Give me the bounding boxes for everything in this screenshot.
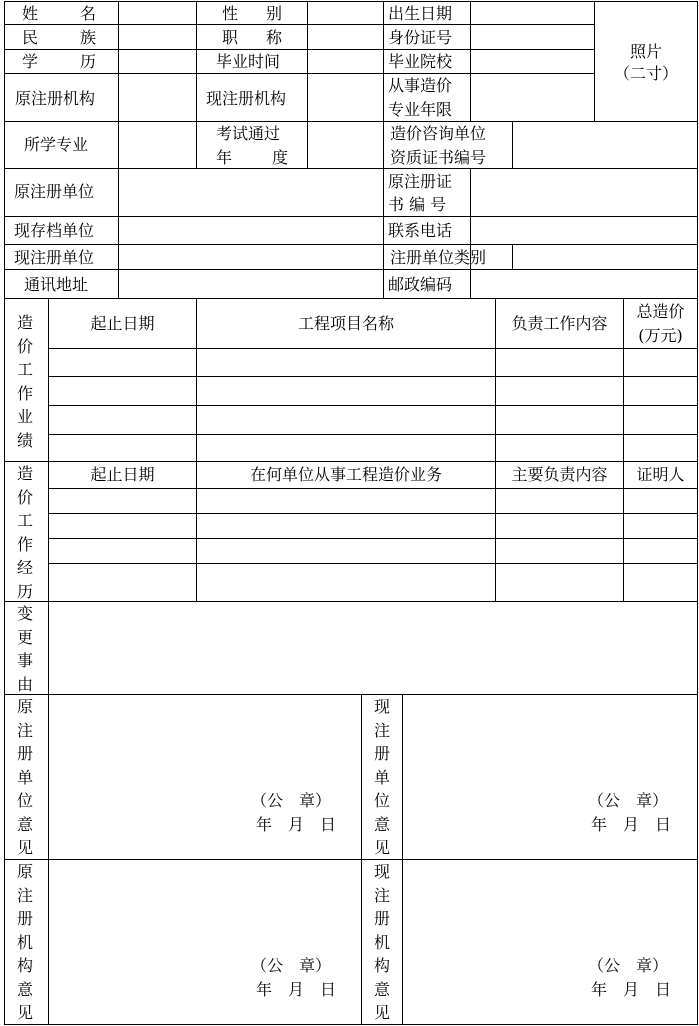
rule (402, 694, 403, 1024)
orig-org-date: 年 月 日 (256, 980, 337, 999)
rule (48, 298, 49, 694)
years-label-line1: 从事造价 (388, 76, 453, 95)
address-label: 通讯地址 (24, 275, 89, 294)
rule (4, 1, 5, 1025)
rule (4, 168, 698, 169)
id-number-label: 身份证号 (388, 28, 453, 47)
major-label: 所学专业 (24, 135, 89, 154)
rule (361, 694, 362, 1024)
cur-org-opinion-side-label: 现 注 册 机 构 意 见 (373, 862, 390, 1022)
performance-col-cost-line2: (万元) (638, 326, 683, 345)
ethnicity-label: 民 族 (22, 28, 96, 47)
rule (4, 49, 594, 50)
rule (512, 244, 513, 269)
education-label: 学 历 (22, 52, 96, 71)
birth-date-label: 出生日期 (388, 4, 453, 23)
performance-col-project: 工程项目名称 (297, 314, 394, 333)
change-reason-side-label: 变 更 事 由 (16, 604, 33, 694)
experience-side-label: 造 价 工 作 经 历 (16, 464, 33, 601)
performance-side-label: 造 价 工 作 业 绩 (16, 313, 33, 450)
rule (196, 1, 197, 168)
rule (307, 1, 308, 168)
rule (48, 513, 698, 514)
rule (48, 563, 698, 564)
rule (48, 348, 698, 349)
photo-label: 照片 (629, 42, 662, 61)
cur-org-seal: （公 章） (588, 956, 669, 975)
orig-unit-opinion-side-label: 原 注 册 单 位 意 见 (16, 697, 33, 857)
experience-col-unit: 在何单位从事工程造价业务 (249, 465, 442, 484)
rule (383, 1, 384, 298)
experience-col-witness: 证明人 (636, 465, 685, 484)
rule (4, 24, 594, 25)
cert-number-label-line2: 资质证书编号 (390, 148, 487, 167)
orig-org-seal: （公 章） (251, 956, 332, 975)
rule (48, 694, 49, 1024)
orig-unit-seal: （公 章） (251, 791, 332, 810)
cert-number-label-line1: 造价咨询单位 (390, 124, 487, 143)
rule (4, 121, 698, 122)
cur-org-date: 年 月 日 (591, 980, 672, 999)
rule (4, 298, 698, 299)
performance-col-duty: 负责工作内容 (511, 314, 608, 333)
cur-registration-org-label: 现注册机构 (206, 89, 287, 108)
cur-unit-opinion-side-label: 现 注 册 单 位 意 见 (373, 697, 390, 857)
orig-certificate-label-line2: 书 编 号 (388, 195, 447, 214)
photo-size: （二寸） (613, 64, 678, 83)
rule (4, 73, 594, 74)
cur-registration-unit-label: 现注册单位 (14, 248, 95, 267)
orig-registration-org-label: 原注册机构 (15, 89, 96, 108)
rule (4, 216, 698, 217)
rule (4, 269, 698, 270)
graduation-school-label: 毕业院校 (388, 52, 453, 71)
rule (48, 376, 698, 377)
orig-registration-unit-label: 原注册单位 (14, 182, 95, 201)
rule (196, 298, 197, 601)
rule (495, 298, 496, 601)
rule (4, 244, 698, 245)
name-label: 姓 名 (22, 4, 96, 23)
rule (4, 1024, 698, 1025)
orig-org-opinion-side-label: 原 注 册 机 构 意 见 (16, 862, 33, 1022)
orig-unit-date: 年 月 日 (256, 815, 337, 834)
rule (4, 461, 698, 462)
rule (118, 1, 119, 298)
rule (470, 1, 471, 121)
cur-unit-seal: （公 章） (588, 791, 669, 810)
orig-certificate-label-line1: 原注册证 (388, 172, 453, 191)
graduation-time-label: 毕业时间 (216, 52, 281, 71)
cur-unit-date: 年 月 日 (591, 815, 672, 834)
exam-year-label-line2: 年 度 (216, 148, 288, 167)
gender-label: 性 别 (222, 4, 282, 23)
postcode-label: 邮政编码 (388, 275, 453, 294)
phone-label: 联系电话 (388, 221, 453, 240)
rule (4, 601, 698, 602)
rule (594, 1, 595, 121)
job-title-label: 职 称 (222, 28, 282, 47)
rule (697, 1, 698, 1025)
rule (4, 694, 698, 695)
rule (48, 434, 698, 435)
experience-col-duty: 主要负责内容 (511, 465, 608, 484)
rule (512, 121, 513, 168)
performance-col-period: 起止日期 (90, 314, 155, 333)
performance-col-cost-line1: 总造价 (636, 302, 685, 321)
rule (48, 538, 698, 539)
unit-type-label: 注册单位类别 (390, 248, 487, 267)
rule (48, 488, 698, 489)
archive-unit-label: 现存档单位 (14, 221, 95, 240)
rule (470, 168, 471, 298)
rule (48, 405, 698, 406)
rule (4, 859, 698, 860)
exam-year-label-line1: 考试通过 (216, 124, 281, 143)
experience-col-period: 起止日期 (90, 465, 155, 484)
years-label-line2: 专业年限 (388, 100, 453, 119)
